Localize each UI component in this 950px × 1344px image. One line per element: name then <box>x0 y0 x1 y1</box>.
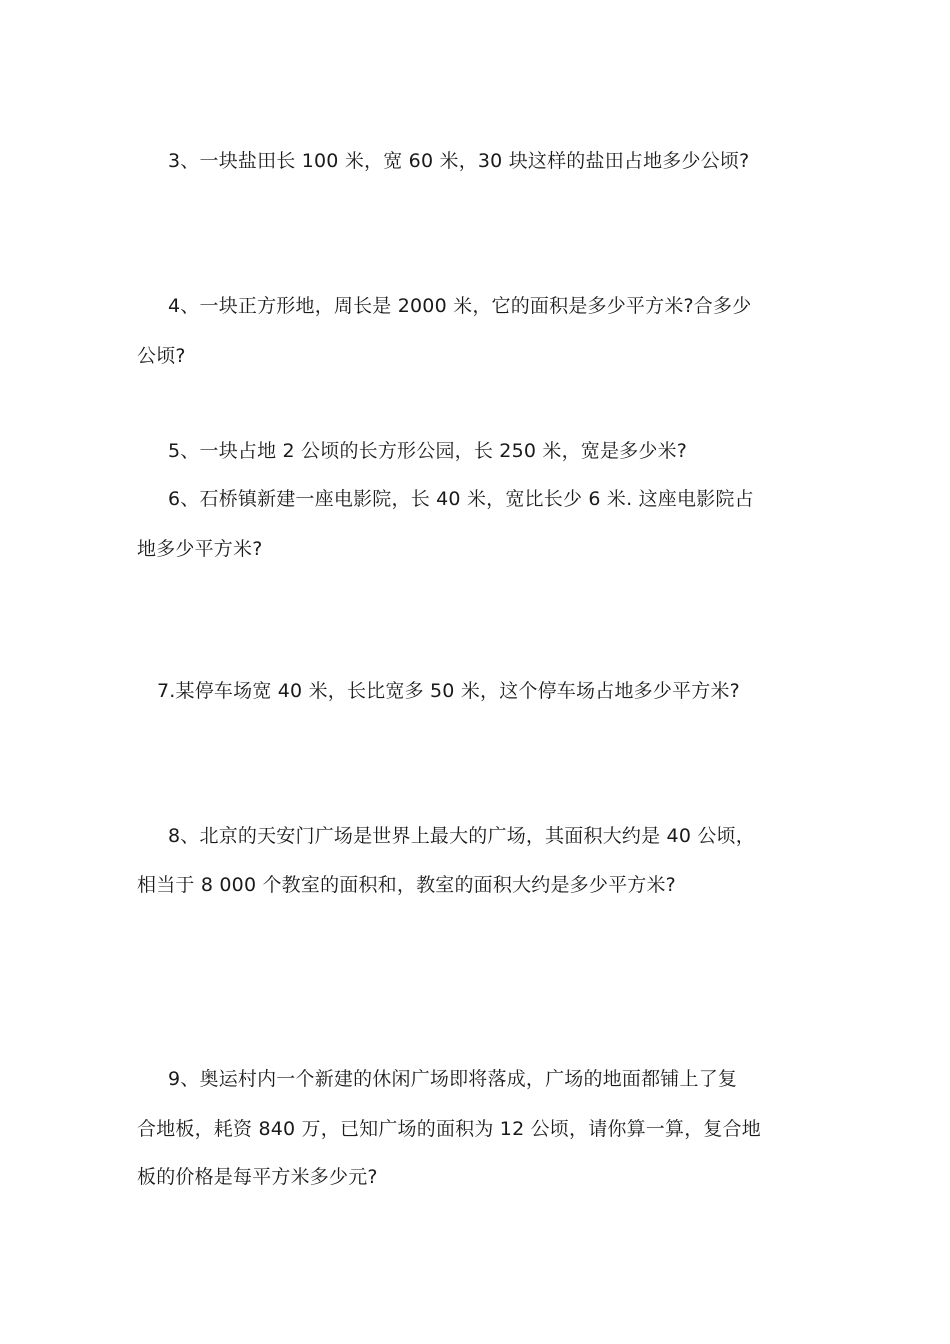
problem-9-line-1: 9、奥运村内一个新建的休闲广场即将落成，广场的地面都铺上了复 <box>168 1068 738 1090</box>
problem-4-line-2: 公顷? <box>137 345 186 367</box>
problem-6-line-1: 6、石桥镇新建一座电影院，长 40 米，宽比长少 6 米. 这座电影院占 <box>168 488 754 510</box>
problem-3-line-1: 3、一块盐田长 100 米，宽 60 米，30 块这样的盐田占地多少公顷? <box>168 150 750 172</box>
problem-8-line-1: 8、北京的天安门广场是世界上最大的广场，其面积大约是 40 公顷， <box>168 825 755 847</box>
problem-9-line-3: 板的价格是每平方米多少元? <box>137 1166 378 1188</box>
problem-6-line-2: 地多少平方米? <box>137 538 263 560</box>
problem-4-line-1: 4、一块正方形地，周长是 2000 米，它的面积是多少平方米?合多少 <box>168 295 752 317</box>
problem-5-line-1: 5、一块占地 2 公顷的长方形公园，长 250 米，宽是多少米? <box>168 440 688 462</box>
problem-9-line-2: 合地板，耗资 840 万，已知广场的面积为 12 公顷，请你算一算，复合地 <box>137 1118 762 1140</box>
problem-7-line-1: 7.某停车场宽 40 米，长比宽多 50 米，这个停车场占地多少平方米? <box>157 680 740 702</box>
problem-8-line-2: 相当于 8 000 个教室的面积和，教室的面积大约是多少平方米? <box>137 874 676 896</box>
